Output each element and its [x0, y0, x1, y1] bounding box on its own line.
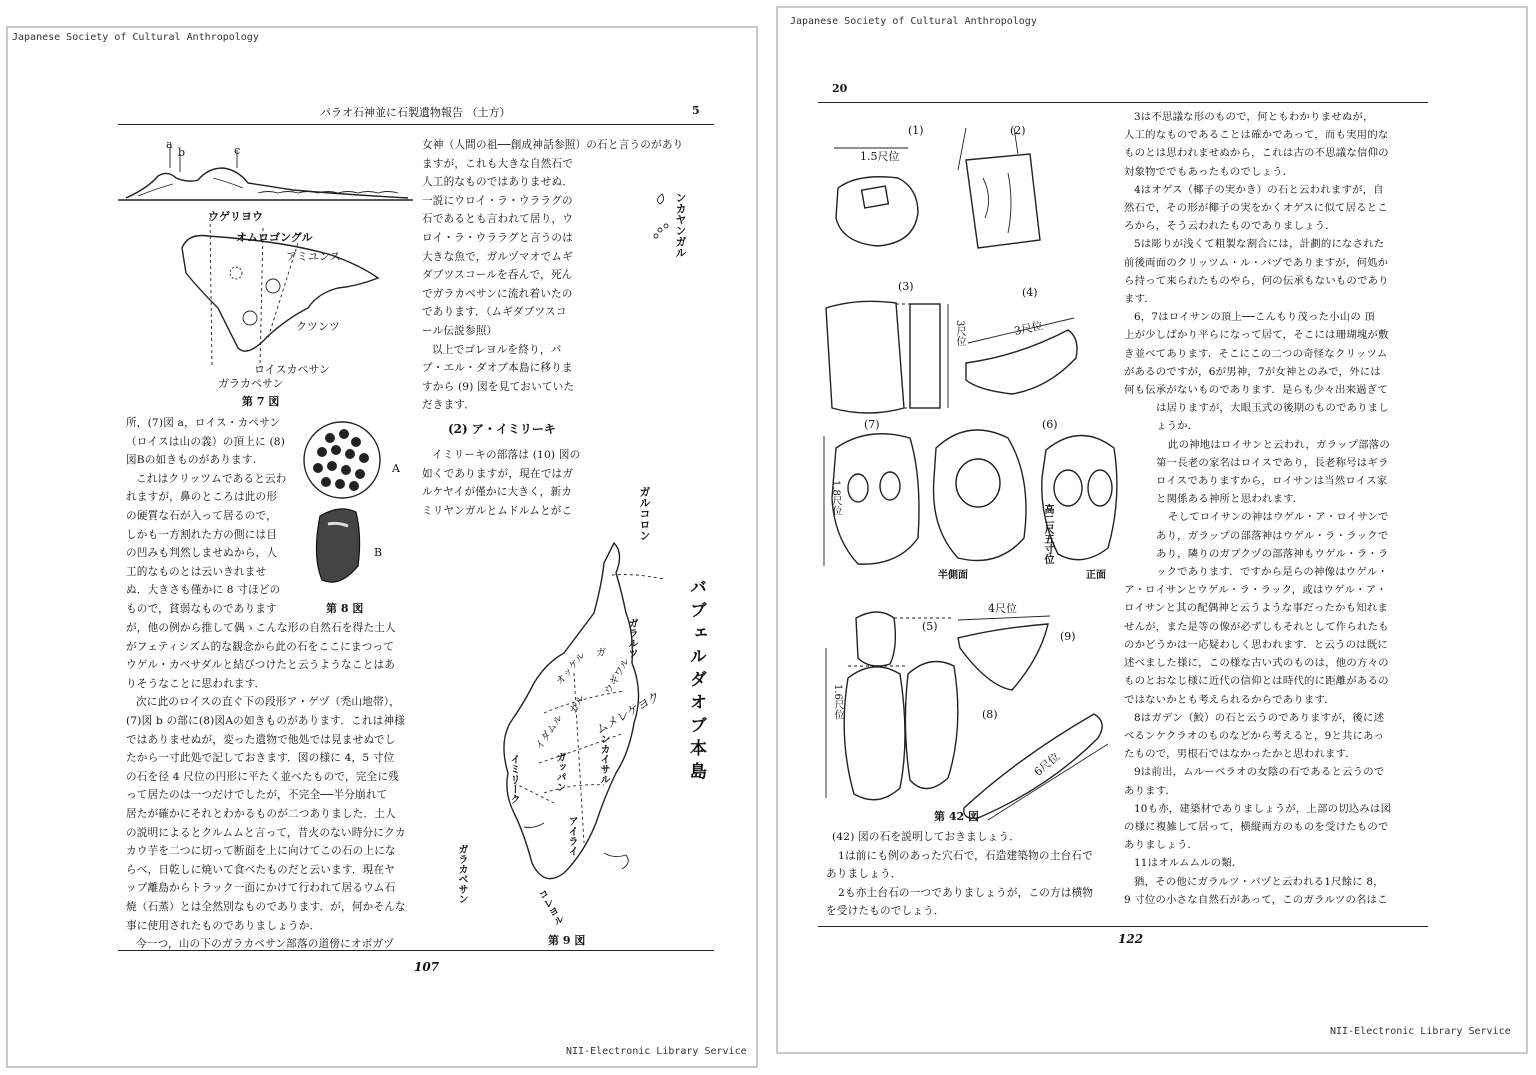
text-line: りそうなことに思われます． [126, 677, 266, 690]
text-line: ありましょう． [1124, 839, 1199, 852]
footer-page-number: 107 [414, 960, 440, 974]
text-line: の凹みも判然しませぬから，人 [126, 547, 278, 560]
text-line: ます． [1124, 293, 1155, 306]
right-page [776, 6, 1528, 1054]
left-page [6, 26, 758, 1068]
text-line: 今一つ，山の下のガラカベサン部落の道傍にオボガヅ [136, 938, 395, 951]
text-line: の硬質な石が入って居るので， [126, 509, 277, 522]
header-rule [818, 102, 1428, 103]
left-col-full-text [126, 619, 406, 954]
text-line: ら持って来られたものやら，何の伝承もないものであり [1124, 274, 1389, 287]
text-line: 大きな魚で，ガルヅマオでムギ [422, 250, 573, 263]
running-header: パラオ石神並に石製遺物報告 （土方） [320, 106, 511, 119]
text-line: せんが，また是等の像が必ずしもそれとして作られたも [1124, 620, 1389, 633]
text-line: がフェティシズム的な観念から此の石をここにまつって [126, 640, 395, 653]
text-line: たもので，男根石ではなかったかと思われます． [1124, 748, 1356, 761]
text-line: 3は不思議な形のもので，何ともわかりませぬが， [1134, 111, 1374, 123]
text-line: ア・ロイサンとウゲル・ラ・ラック，或はウゲル・ア・ [1124, 584, 1387, 597]
fig9-label-main-island: バブェルダオブ本島 [686, 578, 706, 785]
fig42-dim-6: 高二尺五寸位 [1042, 504, 1053, 564]
fig7-label-garakapesan: ガラカペサン [218, 377, 284, 390]
text-line: らべ，日乾しに焼いて食べたものだと云います．現在ヤ [126, 863, 395, 876]
text-line: ありましょう． [826, 868, 902, 881]
text-line: ダブツスコールを呑んで，死ん [422, 269, 573, 282]
fig9-label-ugiwaru: ウギワル [602, 656, 633, 697]
section-text [422, 446, 580, 520]
fig7-caption: 第 7 図 [242, 395, 280, 408]
text-line: べるンケクラオのものなどから考えると，9と共にあっ [1124, 729, 1385, 742]
header-page-number: 5 [692, 104, 700, 117]
text-line: あります． [1124, 784, 1177, 797]
footer-rule [118, 950, 714, 951]
text-line: カウ芋を二つに切って断面を上に向けてこの石の上にな [126, 845, 396, 858]
fig9-label-mumerekeyoku: ムメレケヨク [593, 688, 663, 737]
text-line: ール伝説参照） [422, 324, 498, 337]
text-line: の様に複雑して居って，横縦両方のものを受けたもので [1124, 820, 1389, 833]
text-line: （ロイスは山の義）の頂上に (8) [126, 435, 286, 448]
text-line: ますが，これも大きな自然石で [422, 157, 574, 170]
text-line: ロイサンと其の配偶神と云うような事だったかも知れま [1124, 602, 1388, 615]
text-line: 人工的なものではありませぬ． [422, 176, 574, 189]
watermark-top-right: Japanese Society of Cultural Anthropology [790, 16, 1037, 27]
text-line: 何も伝承がないものであります．是らも少々出来過ぎて [1124, 384, 1388, 397]
text-line: 5は彫りが浅くて粗製な割合には，計劃的になされた [1134, 238, 1385, 251]
text-line: 人工的なものであることは確かであって，而も実用的な [1124, 129, 1389, 142]
right-page-text [1124, 108, 1391, 909]
text-line: であります．（ムギダブツスコ [422, 306, 567, 319]
fig42-dim-8: 6尺位 [1031, 750, 1063, 779]
text-line: があるのですが，6が男神，7が女神とのみで，外には [1124, 365, 1381, 378]
text-line: ものとは思われませぬから，これは古の不思議な信仰の [1124, 147, 1389, 160]
fig9-label-garu: ガル [567, 693, 588, 716]
text-line: 女神（人間の祖──創成神話参照）の石と言うのがあり [422, 139, 684, 151]
footer-page-number: 122 [1118, 932, 1144, 946]
fig9-label-imiriku: イミリーク [508, 754, 519, 804]
fig7-profile [118, 138, 418, 218]
text-line: あり，隣りのガブクヅの部落神もウゲル・ラ・ラ [1156, 547, 1389, 560]
text-line: ブ・エル・ダオブ本島に移りま [422, 362, 573, 375]
text-line: 6，7はロイサンの頂上──こんもり茂った小山の 頂 [1134, 311, 1376, 324]
text-line: 対象物ででもあったものでしょう． [1124, 165, 1294, 178]
text-line: 然石で，その形が椰子の実をかくオゲスに似て居るとこ [1124, 202, 1388, 215]
fig7-label-roisukapesan: ロイスカペサン [254, 363, 331, 376]
text-line: 如くでありますが，現在ではガ [422, 467, 574, 480]
fig42-front-view: 正面 [1086, 570, 1106, 581]
fig9-label-garukoron: ガルコロン [638, 486, 651, 541]
fig7-marker-b: b [178, 146, 186, 159]
fig8-label-a: A [392, 462, 400, 475]
text-line: のかどうかは一応疑わしく思われます．と云うのは既に [1124, 638, 1388, 651]
text-line: ょうか． [1156, 420, 1199, 433]
text-line: 図Bの如きものがあります. [126, 454, 257, 467]
fig42-number-8: (8) [982, 708, 998, 721]
text-line: ロイスでありますから，ロイサンは当然ロイス家 [1156, 475, 1388, 488]
text-line: そしてロイサンの神はウゲル・ア・ロイサンで [1168, 511, 1389, 524]
fig7-label-omurogonguru: オムロゴングル [236, 231, 313, 244]
fig42-dim-3: 3尺位 [954, 320, 965, 347]
fig42-description [826, 828, 1093, 921]
fig9-caption: 第 9 図 [548, 934, 586, 947]
fig42-number-2: (2) [1010, 124, 1026, 137]
text-line: が，他の例から推して偶ゝこんな形の自然石を得た土人 [126, 622, 396, 634]
text-line: ではありませぬが，変った遺物で他処では見ませぬでし [126, 733, 396, 746]
fig9-label-gappan: ガッパン [554, 752, 565, 792]
text-line: れますが，鼻のところは此の形 [126, 491, 278, 504]
fig9-label-koreyoru: コレヨル [534, 887, 565, 929]
text-line: (42) 図の石を説明しておきましょう． [832, 831, 1021, 843]
text-line: すから (9) 図を見ておいていた [422, 380, 575, 393]
header-page-number: 20 [832, 82, 848, 95]
fig42-dim-9: 4尺位 [988, 602, 1017, 615]
text-line: 石であるとも言われて居り，ウ [422, 213, 574, 226]
text-line: 事に使用されたものでありましょうか． [126, 919, 321, 932]
text-line: ろから，そう云われたものでありましょう． [1124, 220, 1336, 233]
text-line: 上が少しばかり平らになって居て，そこには珊瑚塊が敷 [1124, 329, 1389, 342]
fig9-label-nkaisaru: ンカイサル [598, 734, 609, 784]
fig42-number-4: (4) [1022, 286, 1038, 299]
fig9-label-okkeru: オッケル [554, 650, 588, 688]
watermark-bottom-left: NII-Electronic Library Service [566, 1046, 747, 1057]
section-heading: (2) ア・イミリーキ [448, 422, 556, 436]
text-line: き並べてあります．そこにこの二つの奇怪なクリッツム [1124, 347, 1388, 360]
fig42-dim-7: 1.8尺位 [830, 480, 841, 516]
text-line: 一説にウロイ・ラ・ウララグの [422, 194, 573, 207]
fig7-marker-c: c [234, 144, 241, 157]
text-line: 2も亦土台石の一つでありましょうが，この方は横物 [838, 886, 1094, 899]
fig42-caption: 第 42 図 [934, 810, 979, 823]
text-line: の説明によるとクルムムと言って，昔火のない時分にクカ [126, 826, 406, 839]
text-line: 11はオルムムルの類． [1134, 857, 1243, 870]
fig9-label-idamuru: イダムル [533, 713, 566, 753]
fig7-label-ugeriyou: ウゲリヨウ [208, 210, 263, 223]
fig8-caption: 第 8 図 [326, 602, 364, 615]
text-line: 8はガデン（鮫）の石と云うのでありますが，後に述 [1134, 711, 1385, 724]
text-line: だきます． [422, 399, 476, 412]
watermark-top-left: Japanese Society of Cultural Anthropology [12, 32, 259, 43]
fig42-dim-1: 1.5尺位 [860, 150, 900, 163]
left-col-narrow-text [126, 414, 287, 619]
text-line: 居たが確かにそれとわかるものが二つありました．土人 [126, 807, 396, 820]
fig9-label-nkayangaru: ンカヤンガル [674, 192, 687, 258]
text-line: ではないかとも考えられるからであります． [1124, 693, 1335, 706]
fig7-label-kutsuntsu: クツンツ [296, 320, 340, 333]
text-line: 前後両面のクリッツム・ル・バヅでありますが，何処か [1124, 256, 1389, 269]
text-line: 次に此のロイスの直ぐ下の段形ア・ゲヅ（禿山地帯）， [136, 696, 401, 709]
header-rule [118, 124, 714, 125]
text-line: は居りますが，大眼玉式の後期のものでありまし [1156, 402, 1389, 415]
text-line: 所，(7)図 a，ロイス・カペサン [126, 417, 281, 429]
text-line: ロイ・ラ・ウララグと言うのは [422, 231, 574, 244]
text-line: って居たのは一つだけでしたが，不完全──半分崩れて [126, 789, 388, 802]
text-line: あり，ガラップの部落神はウゲル・ラ・ラックで [1156, 529, 1389, 542]
text-line: 猶，その他にガラルツ・バヅと云われる1尺餘に 8， [1134, 875, 1384, 888]
text-line: 10も亦，建築材でありましょうが，上部の切込みは図 [1134, 802, 1392, 815]
text-line: ものとおなじ様に近代の信仰とは時代的に距離があるの [1124, 675, 1389, 688]
fig42-dim-5: 1.6尺位 [832, 684, 843, 720]
text-line: の石を径 4 尺位の円形に平たく並べたもので，完全に残 [126, 770, 399, 783]
fig9-label-garakabesan: ガラカベサン [456, 844, 467, 904]
right-col-text [422, 136, 683, 415]
fig42-number-5: (5) [922, 620, 938, 633]
text-line: ルケヤイが僅かに大きく，新カ [422, 486, 573, 499]
fig42-number-1: (1) [908, 124, 924, 137]
text-line: ウゲル・カベサダルと結びつけたと云うようなことはあ [126, 659, 396, 672]
text-line: と関係ある神所と思われます． [1156, 493, 1304, 506]
fig42-number-6: (6) [1042, 418, 1058, 431]
footer-rule [818, 926, 1428, 927]
fig42-side-view: 半側面 [938, 570, 968, 581]
text-line: イミリーキの部落は (10) 図の [432, 449, 581, 461]
text-line: もので，貧弱なものであります [126, 602, 277, 615]
text-line: 1は前にも例のあった穴石で，石造建築物の土台石で [838, 849, 1093, 862]
text-line: 述べました様に，この様な古い式のものは，他の方々の [1124, 657, 1389, 670]
fig9-label-airai: アイライ [566, 816, 577, 856]
text-line: 焼（石蒸）とは全然別なものであります．が，何かそんな [126, 900, 406, 913]
text-line: ップ離島からトラック一面にかけて行われて居るウム石 [126, 882, 396, 895]
text-line: ミリヤンガルとムドルムとがこ [422, 504, 573, 517]
text-line: 此の神地はロイサンと云われ，ガラップ部落の [1168, 438, 1390, 451]
text-line: でガラカベサンに流れ着いたの [422, 287, 573, 300]
text-line: 9 寸位の小さな自然石があって，このガラルツの名はこ [1124, 893, 1388, 906]
text-line: たから一寸此処で記しておきます．図の様に 4，5 寸位 [126, 752, 395, 765]
fig42-number-3: (3) [898, 280, 914, 293]
fig7-label-amiyunsu: アミユンス [286, 250, 341, 263]
text-line: ックであります．ですから是らの神像はウゲル・ [1156, 566, 1388, 579]
fig42-number-9: (9) [1060, 630, 1076, 643]
text-line: 以上でゴレヨルを終り，バ [432, 343, 562, 356]
text-line: 4はオゲス（椰子の実かき）の石と云われますが，自 [1134, 183, 1384, 196]
text-line: を受けたものでしょう． [826, 905, 945, 918]
fig7-marker-a: a [166, 138, 173, 151]
fig8-drawings [300, 416, 390, 596]
fig9-label-garaltsu: ガラルツ [626, 618, 637, 658]
text-line: 9は前出，ムルーベラオの女陰の石であると云うので [1134, 766, 1385, 779]
fig9-label-ga: ガ [596, 648, 606, 659]
fig42-dim-4: 3尺位 [1013, 319, 1045, 338]
text-line: 工的なものとは云いきれませ [126, 565, 267, 578]
text-line: (7)図 b の部に(8)図Aの如きものがあります．これは神様 [126, 714, 405, 727]
text-line: しかも一方割れた方の側には目 [126, 528, 278, 541]
fig42-drawings [818, 118, 1118, 828]
fig8-label-b: B [374, 546, 383, 559]
fig42-number-7: (7) [864, 418, 880, 431]
watermark-bottom-right: NII-Electronic Library Service [1330, 1026, 1511, 1037]
text-line: 第一長老の家名はロイスであり，長老称号はギラ [1156, 456, 1389, 469]
text-line: ぬ．大きさも僅かに 8 寸ほどの [126, 584, 281, 597]
text-line: これはクリッツムであると云わ [136, 472, 287, 485]
